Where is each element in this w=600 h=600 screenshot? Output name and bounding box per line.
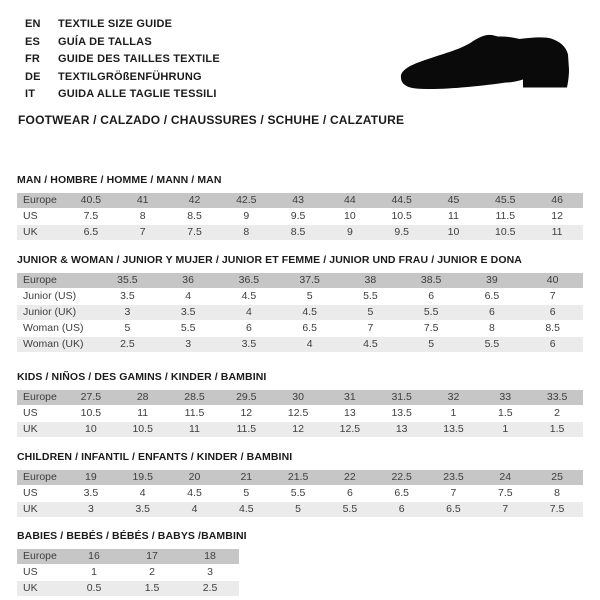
- size-value-cell: 21.5: [272, 470, 324, 485]
- language-code: IT: [25, 88, 36, 100]
- size-value-cell: 4.5: [220, 502, 272, 517]
- size-table-row: [17, 549, 239, 564]
- language-code: EN: [25, 18, 41, 30]
- size-table-title: CHILDREN / INFANTIL / ENFANTS / KINDER / BAMBINI: [17, 450, 293, 463]
- size-value-cell: 1.5: [479, 406, 531, 421]
- size-value-cell: 5: [279, 289, 340, 304]
- size-table-babies: [17, 548, 239, 597]
- size-value-cell: 22.5: [376, 470, 428, 485]
- size-value-cell: 7.5: [401, 321, 462, 336]
- size-value-cell: 5.5: [158, 321, 219, 336]
- size-table-row: [17, 565, 239, 580]
- size-section-man: [17, 174, 583, 241]
- size-value-cell: 11: [428, 209, 480, 224]
- dress-shoe-icon: [398, 30, 573, 93]
- size-value-cell: 28: [117, 390, 169, 405]
- size-value-cell: 13: [376, 422, 428, 437]
- row-label-cell: US: [17, 406, 65, 421]
- size-value-cell: 40: [522, 273, 583, 288]
- size-value-cell: 7: [117, 225, 169, 240]
- size-table-row: [17, 225, 583, 240]
- size-value-cell: 3.5: [65, 486, 117, 501]
- size-value-cell: 6: [462, 305, 523, 320]
- size-value-cell: 10.5: [479, 225, 531, 240]
- size-value-cell: 18: [181, 549, 239, 564]
- size-value-cell: 8: [531, 486, 583, 501]
- size-value-cell: 5: [340, 305, 401, 320]
- row-label-cell: Junior (US): [17, 289, 97, 304]
- size-table-row: [17, 470, 583, 485]
- size-value-cell: 10.5: [117, 422, 169, 437]
- size-value-cell: 9.5: [376, 225, 428, 240]
- size-value-cell: 10: [65, 422, 117, 437]
- size-table-title: JUNIOR & WOMAN / JUNIOR Y MUJER / JUNIOR ET FEMME / JUNIOR UND FRAU / JUNIOR E DONA: [17, 253, 522, 266]
- language-label: GUIDA ALLE TAGLIE TESSILI: [58, 88, 217, 100]
- size-value-cell: 1: [428, 406, 480, 421]
- size-value-cell: 12: [272, 422, 324, 437]
- size-value-cell: 4: [158, 289, 219, 304]
- size-table-man: [17, 192, 583, 241]
- size-value-cell: 22: [324, 470, 376, 485]
- size-value-cell: 6: [376, 502, 428, 517]
- row-label-cell: Woman (US): [17, 321, 97, 336]
- size-value-cell: 33.5: [531, 390, 583, 405]
- size-table-row: [17, 406, 583, 421]
- size-value-cell: 4: [117, 486, 169, 501]
- row-label-cell: Europe: [17, 549, 65, 564]
- size-value-cell: 6.5: [462, 289, 523, 304]
- row-label-cell: UK: [17, 225, 65, 240]
- size-table-title: KIDS / NIÑOS / DES GAMINS / KINDER / BAMBINI: [17, 370, 267, 383]
- size-value-cell: 7.5: [531, 502, 583, 517]
- row-label-cell: UK: [17, 502, 65, 517]
- size-table-row: [17, 273, 583, 288]
- size-table-row: [17, 193, 583, 208]
- size-value-cell: 1.5: [531, 422, 583, 437]
- size-value-cell: 10: [428, 225, 480, 240]
- size-table-row: [17, 337, 583, 352]
- size-value-cell: 24: [479, 470, 531, 485]
- size-value-cell: 2.5: [97, 337, 158, 352]
- row-label-cell: Europe: [17, 470, 65, 485]
- size-value-cell: 46: [531, 193, 583, 208]
- size-value-cell: 6.5: [376, 486, 428, 501]
- size-value-cell: 4.5: [169, 486, 221, 501]
- size-value-cell: 41: [117, 193, 169, 208]
- size-table-row: [17, 305, 583, 320]
- size-value-cell: 3: [97, 305, 158, 320]
- row-label-cell: Junior (UK): [17, 305, 97, 320]
- size-value-cell: 0.5: [65, 581, 123, 596]
- row-label-cell: Woman (UK): [17, 337, 97, 352]
- size-value-cell: 35.5: [97, 273, 158, 288]
- size-value-cell: 8: [220, 225, 272, 240]
- size-value-cell: 11.5: [220, 422, 272, 437]
- size-value-cell: 5: [401, 337, 462, 352]
- size-value-cell: 5.5: [324, 502, 376, 517]
- size-value-cell: 9: [220, 209, 272, 224]
- size-value-cell: 19: [65, 470, 117, 485]
- size-value-cell: 38.5: [401, 273, 462, 288]
- size-value-cell: 45.5: [479, 193, 531, 208]
- size-table-row: [17, 581, 239, 596]
- category-title: FOOTWEAR / CALZADO / CHAUSSURES / SCHUHE / CALZATURE: [18, 112, 405, 127]
- size-value-cell: 36: [158, 273, 219, 288]
- size-value-cell: 2: [123, 565, 181, 580]
- size-value-cell: 4.5: [279, 305, 340, 320]
- size-table-row: [17, 390, 583, 405]
- size-value-cell: 7: [340, 321, 401, 336]
- size-value-cell: 29.5: [220, 390, 272, 405]
- size-value-cell: 17: [123, 549, 181, 564]
- size-value-cell: 6.5: [279, 321, 340, 336]
- size-value-cell: 32: [428, 390, 480, 405]
- size-value-cell: 2.5: [181, 581, 239, 596]
- language-label: GUIDE DES TAILLES TEXTILE: [58, 53, 220, 65]
- size-value-cell: 12.5: [272, 406, 324, 421]
- size-table-row: [17, 321, 583, 336]
- size-value-cell: 6: [324, 486, 376, 501]
- size-value-cell: 6: [522, 337, 583, 352]
- size-value-cell: 20: [169, 470, 221, 485]
- size-table-row: [17, 289, 583, 304]
- size-value-cell: 12: [531, 209, 583, 224]
- size-value-cell: 6.5: [65, 225, 117, 240]
- size-value-cell: 16: [65, 549, 123, 564]
- size-value-cell: 9: [324, 225, 376, 240]
- size-value-cell: 4.5: [340, 337, 401, 352]
- size-value-cell: 5.5: [272, 486, 324, 501]
- row-label-cell: US: [17, 565, 65, 580]
- size-value-cell: 44: [324, 193, 376, 208]
- language-label: TEXTILE SIZE GUIDE: [58, 18, 173, 30]
- size-value-cell: 12.5: [324, 422, 376, 437]
- size-value-cell: 11.5: [479, 209, 531, 224]
- language-code: ES: [25, 35, 41, 48]
- language-label: TEXTILGRÖßENFÜHRUNG: [58, 70, 202, 83]
- size-value-cell: 6: [219, 321, 280, 336]
- size-value-cell: 43: [272, 193, 324, 208]
- size-value-cell: 37.5: [279, 273, 340, 288]
- size-value-cell: 3: [158, 337, 219, 352]
- size-value-cell: 33: [479, 390, 531, 405]
- size-value-cell: 27.5: [65, 390, 117, 405]
- row-label-cell: Europe: [17, 273, 97, 288]
- size-value-cell: 7.5: [479, 486, 531, 501]
- size-value-cell: 8.5: [272, 225, 324, 240]
- size-value-cell: 28.5: [169, 390, 221, 405]
- size-table-title: BABIES / BEBÉS / BÉBÉS / BABYS /BAMBINI: [17, 529, 247, 542]
- size-table-row: [17, 486, 583, 501]
- row-label-cell: Europe: [17, 390, 65, 405]
- size-section-kids: [17, 371, 583, 438]
- size-value-cell: 7.5: [65, 209, 117, 224]
- size-value-cell: 12: [220, 406, 272, 421]
- size-value-cell: 45: [428, 193, 480, 208]
- language-code: FR: [25, 53, 41, 65]
- size-value-cell: 1: [479, 422, 531, 437]
- size-value-cell: 8: [462, 321, 523, 336]
- size-table-kids: [17, 389, 583, 438]
- size-value-cell: 3: [65, 502, 117, 517]
- size-value-cell: 8.5: [169, 209, 221, 224]
- size-value-cell: 3.5: [158, 305, 219, 320]
- size-table-row: [17, 502, 583, 517]
- size-value-cell: 5.5: [340, 289, 401, 304]
- size-value-cell: 6: [401, 289, 462, 304]
- size-value-cell: 13: [324, 406, 376, 421]
- size-value-cell: 8: [117, 209, 169, 224]
- size-value-cell: 11.5: [169, 406, 221, 421]
- size-value-cell: 3.5: [219, 337, 280, 352]
- size-tables: [17, 174, 583, 597]
- size-value-cell: 30: [272, 390, 324, 405]
- size-value-cell: 3: [181, 565, 239, 580]
- size-value-cell: 13.5: [376, 406, 428, 421]
- size-value-cell: 1: [65, 565, 123, 580]
- size-value-cell: 42.5: [220, 193, 272, 208]
- row-label-cell: UK: [17, 422, 65, 437]
- size-value-cell: 39: [462, 273, 523, 288]
- size-value-cell: 23.5: [428, 470, 480, 485]
- size-value-cell: 7: [428, 486, 480, 501]
- size-value-cell: 3.5: [117, 502, 169, 517]
- row-label-cell: US: [17, 209, 65, 224]
- size-value-cell: 40.5: [65, 193, 117, 208]
- size-value-cell: 4: [279, 337, 340, 352]
- size-value-cell: 21: [220, 470, 272, 485]
- size-value-cell: 7: [522, 289, 583, 304]
- size-value-cell: 11: [117, 406, 169, 421]
- size-value-cell: 10: [324, 209, 376, 224]
- size-value-cell: 3.5: [97, 289, 158, 304]
- size-value-cell: 25: [531, 470, 583, 485]
- size-value-cell: 13.5: [428, 422, 480, 437]
- size-table-row: [17, 209, 583, 224]
- size-section-children: [17, 451, 583, 518]
- size-value-cell: 42: [169, 193, 221, 208]
- language-label: GUÍA DE TALLAS: [58, 35, 152, 48]
- row-label-cell: US: [17, 486, 65, 501]
- size-value-cell: 11: [531, 225, 583, 240]
- size-section-junior-woman: [17, 254, 583, 353]
- size-value-cell: 7: [479, 502, 531, 517]
- size-value-cell: 11: [169, 422, 221, 437]
- size-value-cell: 4.5: [219, 289, 280, 304]
- size-value-cell: 7.5: [169, 225, 221, 240]
- size-value-cell: 44.5: [376, 193, 428, 208]
- size-section-babies: [17, 530, 583, 597]
- size-value-cell: 10.5: [376, 209, 428, 224]
- size-value-cell: 5: [220, 486, 272, 501]
- size-table-title: MAN / HOMBRE / HOMME / MANN / MAN: [17, 173, 222, 186]
- size-table-row: [17, 422, 583, 437]
- page-header: [0, 0, 600, 127]
- size-value-cell: 4: [169, 502, 221, 517]
- size-value-cell: 6.5: [428, 502, 480, 517]
- size-value-cell: 1.5: [123, 581, 181, 596]
- size-value-cell: 8.5: [522, 321, 583, 336]
- size-value-cell: 19.5: [117, 470, 169, 485]
- size-value-cell: 36.5: [219, 273, 280, 288]
- language-code: DE: [25, 70, 41, 83]
- size-value-cell: 4: [219, 305, 280, 320]
- size-value-cell: 9.5: [272, 209, 324, 224]
- size-value-cell: 31.5: [376, 390, 428, 405]
- size-value-cell: 2: [531, 406, 583, 421]
- size-value-cell: 31: [324, 390, 376, 405]
- size-value-cell: 5.5: [401, 305, 462, 320]
- size-value-cell: 5: [97, 321, 158, 336]
- size-value-cell: 6: [522, 305, 583, 320]
- size-value-cell: 5: [272, 502, 324, 517]
- row-label-cell: UK: [17, 581, 65, 596]
- row-label-cell: Europe: [17, 193, 65, 208]
- size-table-junior-woman: [17, 272, 583, 353]
- size-value-cell: 38: [340, 273, 401, 288]
- size-value-cell: 10.5: [65, 406, 117, 421]
- size-value-cell: 5.5: [462, 337, 523, 352]
- size-table-children: [17, 469, 583, 518]
